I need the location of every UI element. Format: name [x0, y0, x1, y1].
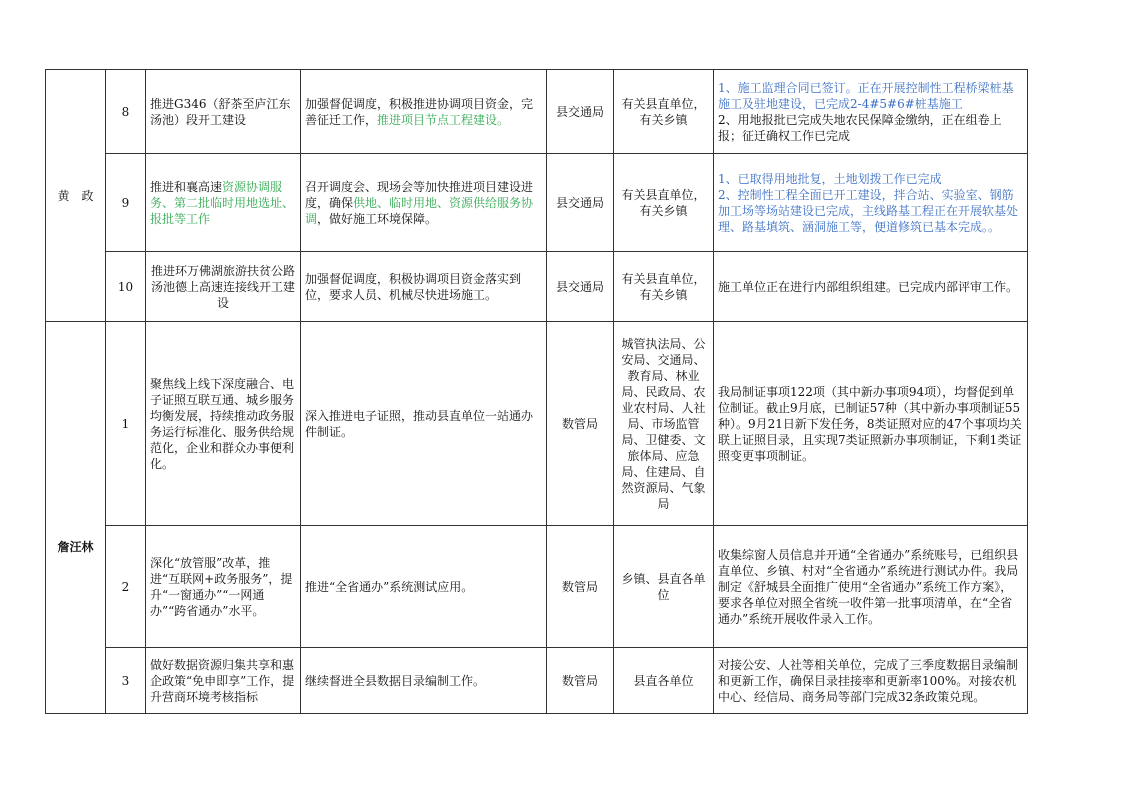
measure-cell: [301, 70, 547, 154]
responsible-cell: 有关县直单位，有关乡镇: [614, 252, 714, 322]
measure-cell: [301, 154, 547, 252]
progress-cell: 收集综窗人员信息并开通“全省通办”系统账号，已组织县直单位、乡镇、村对“全省通办”系统进行测试办件。我局制定《舒城县全面推广使用“全省通办”系统工作方案》，要求各单位对照全省统一收件第一批事项清单，在“全省通办”系统开展收件录入工作。: [714, 526, 1028, 648]
responsible-cell: 县直各单位: [614, 648, 714, 714]
task-highlight: 资源协调服务、第二批临时用地选址、报批等工作: [150, 179, 295, 226]
lead-unit-cell: 县交通局: [547, 252, 614, 322]
row-number: 10: [106, 252, 146, 322]
row-number: 1: [106, 322, 146, 526]
responsible-cell: 有关县直单位，有关乡镇: [614, 70, 714, 154]
table-row: [46, 526, 1028, 648]
lead-unit-cell: 数管局: [547, 648, 614, 714]
table-row: [46, 648, 1028, 714]
table-row: [46, 322, 1028, 526]
progress-cell: 对接公安、人社等相关单位，完成了三季度数据目录编制和更新工作，确保目录挂接率和更新率100%。对接农机中心、经信局、商务局等部门完成32条政策兑现。: [714, 648, 1028, 714]
table-row: [46, 252, 1028, 322]
responsible-cell: 城管执法局、公安局、交通局、教育局、林业局、民政局、农业农村局、人社局、市场监管局、卫健委、文旅体局、应急局、住建局、自然资源局、气象局: [614, 322, 714, 526]
leader-cell: 詹汪林: [46, 322, 106, 714]
table-row: [46, 154, 1028, 252]
measure-highlight: 推进项目节点工程建设。: [377, 112, 510, 127]
task-cell: 推进G346（舒茶至庐江东汤池）段开工建设: [146, 70, 301, 154]
row-number: 8: [106, 70, 146, 154]
measure-tail: ，做好施工环境保障。: [317, 211, 438, 226]
table-row: [46, 70, 1028, 154]
measure-text: 加强督促调度，积极推进协调项目资金，完善征迁工作，: [305, 96, 534, 127]
task-cell: 聚焦线上线下深度融合、电子证照互联互通、城乡服务均衡发展，持续推动政务服务运行标准化、服务供给规范化，企业和群众办事便利化。: [146, 322, 301, 526]
progress-highlight: 1、已取得用地批复，土地划拨工作已完成: [718, 171, 942, 186]
responsible-cell: 乡镇、县直各单位: [614, 526, 714, 648]
task-cell: [146, 154, 301, 252]
progress-cell: 施工单位正在进行内部组织组建。已完成内部评审工作。: [714, 252, 1028, 322]
measure-cell: 加强督促调度，积极协调项目资金落实到位，要求人员、机械尽快进场施工。: [301, 252, 547, 322]
measure-cell: 深入推进电子证照，推动县直单位一站通办件制证。: [301, 322, 547, 526]
row-number: 3: [106, 648, 146, 714]
measure-highlight: 供地、临时用地、资源供给服务协调: [305, 195, 534, 226]
lead-unit-cell: 县交通局: [547, 70, 614, 154]
row-number: 2: [106, 526, 146, 648]
responsible-cell: 有关县直单位，有关乡镇: [614, 154, 714, 252]
lead-unit-cell: 数管局: [547, 526, 614, 648]
row-number: 9: [106, 154, 146, 252]
lead-unit-cell: 县交通局: [547, 154, 614, 252]
leader-cell: 黄 政: [46, 70, 106, 322]
lead-unit-cell: 数管局: [547, 322, 614, 526]
task-cell: 做好数据资源归集共享和惠企政策“免申即享”工作，提升营商环境考核指标: [146, 648, 301, 714]
progress-highlight: 1、施工监理合同已签订。正在开展控制性工程桥梁桩基施工及驻地建设，已完成2-4#5#6#桩基施工: [718, 80, 1014, 111]
work-progress-table: [45, 69, 1028, 714]
progress-highlight: 2、控制性工程全面已开工建设，拌合站、实验室、钢筋加工场等场站建设已完成，主线路基工程正在开展软基处理、路基填筑、涵洞施工等，便道修筑已基本完成。。: [718, 187, 1019, 234]
progress-cell: 我局制证事项122项（其中新办事项94项），均督促到单位制证。截止9月底，已制证57种（其中新办事项制证55种）。9月21日新下发任务，8类证照对应的47个事项均关联上证照目录，且实现7类证照新办事项制证，下剩1类证照变更事项制证。: [714, 322, 1028, 526]
task-cell: 推进环万佛湖旅游扶贫公路汤池德上高速连接线开工建设: [146, 252, 301, 322]
progress-cell: [714, 154, 1028, 252]
progress-text: 2、用地报批已完成失地农民保障金缴纳，正在组卷上报；征迁确权工作已完成: [718, 112, 1002, 143]
measure-cell: 推进“全省通办”系统测试应用。: [301, 526, 547, 648]
measure-text: 召开调度会、现场会等加快推进项目建设进度，确保: [305, 179, 534, 210]
task-text: 推进和襄高速: [150, 179, 223, 194]
progress-cell: [714, 70, 1028, 154]
measure-cell: 继续督进全县数据目录编制工作。: [301, 648, 547, 714]
task-cell: 深化“放管服”改革，推进“互联网+政务服务”，提升“一窗通办”“一网通办”“跨省通办”水平。: [146, 526, 301, 648]
